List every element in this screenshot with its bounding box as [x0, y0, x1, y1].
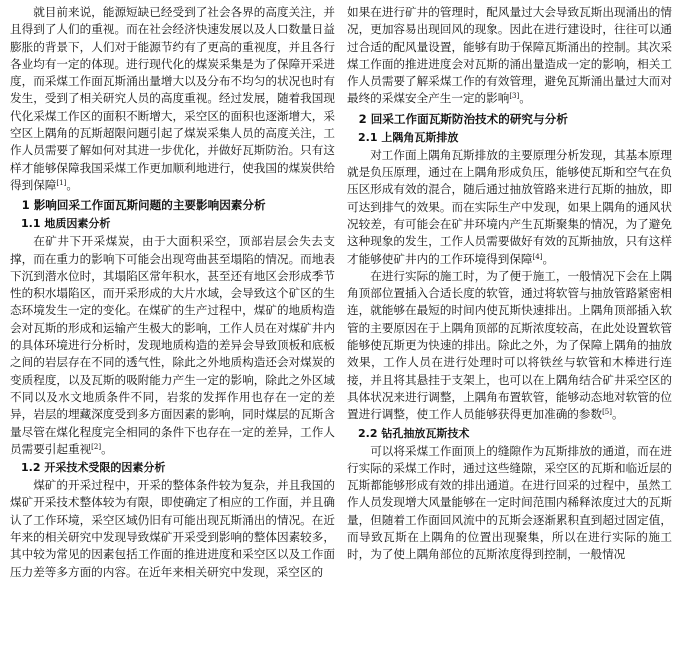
text: 可以将采煤工作面顶上的缝隙作为瓦斯排放的通道，而在进行实际的采煤工作时，通过这些缝隙，采空区的瓦斯和临近层的瓦斯都能够形成有效的排出通道。在进行回采的过程中，虽然工作人员发现增大风量能够在一定时间范围内稀释浓度过大的瓦斯量，但随着工作面回风流中的瓦斯会逐渐累积直到超过固定值，而导致瓦斯在上隅角的位置出现聚集，所以在进行实际的施工时，为了使上隅角部位的瓦斯浓度得到控制，一般情况	[347, 443, 672, 562]
paragraph	[347, 443, 672, 564]
text: 在进行实际的施工时，为了便于施工，一般情况下会在上隅角顶部位置插入合适长度的软管，通过将软管与抽放管路紧密相连，就能够在最短的时间内使瓦斯快速排出。上隅角顶部插入软管的主要原因在于上隅角顶部的瓦斯浓度较高，在此处设置软管能够使瓦斯更为快速的排出。除此之外，为了保障上隅角的抽放效果，工作人员在进行处理时可以将铁丝与软管和木棒进行连接，并且将其悬挂于支架上，也可以在上隅角结合矿井采空区的具体状况来进行调整，上隅角布置软管，能够动态地对软管的位置进行调整，使工作人员能够获得更加准确的参数	[347, 268, 672, 422]
paragraph	[10, 477, 335, 581]
subsection-heading	[347, 129, 672, 146]
text: 1 影响回采工作面瓦斯问题的主要影响因素分析	[21, 198, 266, 213]
text: 2 回采工作面瓦斯防治技术的研究与分析	[358, 111, 568, 126]
paragraph	[347, 4, 672, 108]
text: 对工作面上隅角瓦斯排放的主要原理分析发现，其基本原理就是负压原理，通过在上隅角形成负压，能够使瓦斯和空气在负压区形成有效的混合，随后通过抽放管路来进行瓦斯的抽放，即可达到排气的效果。而在实际生产中发现，如果上隅角的通风状况较差，有可能会在矿井环境内产生瓦斯聚集的情况，为了避免这种现象的发生，工作人员需要做好有效的瓦斯抽放，只有这样才能够使矿井内的工作环境得到保障	[347, 147, 672, 266]
text: 煤矿的开采过程中，开采的整体条件较为复杂，并且我国的煤矿开采技术整体较为有限，即使确定了相应的工作面，并且确认了工作环境，采空区域仍旧有可能出现瓦斯涌出的情况。在近年来的相关研究中发现导致煤矿开采受到影响的整体因素较多，其中较为常见的因素包括工作面的推进进度和采空区以及工作面压力差等多方面的内容。在近年来相关研究中发现，采空区的	[10, 478, 335, 579]
text: 就目前来说，能源短缺已经受到了社会各界的高度关注，并且得到了人们的重视。而在社会经济快速发展以及人口数量日益膨胀的背景下，人们对于能源节约有了更高的重视度，并且各行各业均有一定的体现。进行现代化的煤炭采集是为了保障开采进度，而采煤工作面瓦斯涌出量增大以及分布不均匀的状况也时有发生，受到了相关研究人员的高度重视。经过发展，随着我国现代化采煤工作区的面积不断增大，采空区的面积也逐渐增大，采空区上隅角的瓦斯超限问题引起了煤炭采集人员的高度关注，工作人员需要了解如何对其进一步优化，并做好瓦斯防治。只有这样才能够保障我国采煤工作更加顺利地进行，使我国的煤炭供给得到保障	[10, 5, 335, 192]
text: 如果在进行矿井的管理时，配风量过大会导致瓦斯出现涌出的情况，更加容易出现回风的现象。因此在进行建设时，往往可以通过合适的配风量设置，能够有助于保障瓦斯涌出的控制。其次采煤工作面的推进进度会对瓦斯的涌出量造成一定的影响，相关工作人员需要了解采煤工作的有效管理，避免瓦斯涌出量过大而对最终的采煤安全产生一定的影响	[347, 5, 672, 106]
citation: [2]	[91, 442, 102, 451]
subsection-heading	[347, 425, 672, 442]
text: 1.2 开采技术受限的因素分析	[21, 461, 166, 475]
left-column	[10, 4, 335, 645]
paragraph	[10, 233, 335, 458]
section-heading	[347, 110, 672, 128]
text: 2.2 钻孔抽放瓦斯技术	[358, 426, 470, 440]
paragraph	[347, 268, 672, 424]
citation: [3]	[509, 92, 520, 101]
text-tail: 。	[542, 251, 555, 266]
text-tail: 。	[612, 407, 624, 422]
section-heading	[10, 196, 335, 214]
right-column	[347, 4, 672, 645]
paragraph	[10, 4, 335, 194]
text: 2.1 上隅角瓦斯排放	[358, 130, 459, 144]
paragraph	[347, 147, 672, 268]
citation: [1]	[56, 178, 67, 187]
subsection-heading	[10, 215, 335, 232]
subsection-heading	[10, 459, 335, 476]
text-tail: 。	[519, 91, 531, 106]
text: 在矿井下开采煤炭，由于大面积采空，顶部岩层会失去支撑，而在重力的影响下可能会出现弯曲甚至塌陷的情况。而地表下沉到潜水位时，其塌陷区常年积水，甚至还有地区会形成季节性的积水塌陷区，而开采形成的大片水域，会导致这个矿区的生态环境发生一定的变化。在煤矿的生产过程中，煤矿的地质构造会对瓦斯的形成和运输产生极大的影响，工作人员在对煤矿井内的具体环境进行分析时，发现地质构造的差异会导致顶板和底板之间的岩层存在不同的透气性，除此之外地质构造还会对煤炭的变质程度，以及瓦斯的吸附能力产生一定的影响，除此之外区域不同以及水文地质条件不同，岩浆的发挥作用也存在一定的差异，岩层的埋藏深度受到多方面因素的影响，同时煤层的瓦斯含量尽管在煤化程度完全相同的条件下也存在一定的差异，工作人员需要引起重视	[10, 234, 335, 456]
citation: [4]	[532, 252, 543, 261]
text-tail: 。	[66, 177, 78, 192]
text: 1.1 地质因素分析	[21, 217, 111, 231]
citation: [5]	[602, 408, 612, 417]
text-tail: 。	[101, 441, 113, 456]
